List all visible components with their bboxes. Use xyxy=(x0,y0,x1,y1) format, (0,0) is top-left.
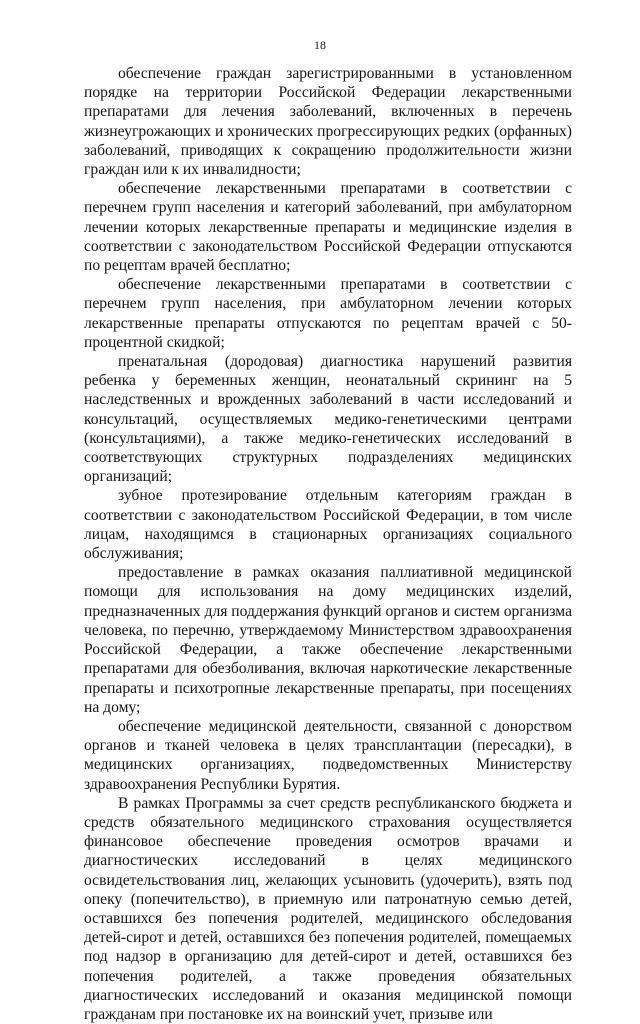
page-number: 18 xyxy=(314,38,326,52)
paragraph-program-financing: В рамках Программы за счет средств республиканского бюджета и средств обязательного медицинского страхования осуществляется финансовое обеспечение проведения осмотров врачами и диагностических исследований в целях медицинского освидетельствования лиц, желающих усыновить (удочерить), взять под опеку (попечительство), в приемную или патронатную семью детей, оставшихся без попечения родителей, медицинского обследования детей-сирот и детей, оставшихся без попечения родителей, помещаемых под надзор в организацию для детей-сирот и детей, оставшихся без попечения родителей, а также проведения обязательных диагностических исследований и оказания медицинской помощи гражданам при постановке их на воинский учет, призыве или xyxy=(84,794,572,1023)
list-item-dental-prosthetics: зубное протезирование отдельным категориям граждан в соответствии с законодательством Российской Федерации, в том числе лицам, находящимся в стационарных организациях социального обслуживания; xyxy=(84,487,572,563)
list-item-organ-donation: обеспечение медицинской деятельности, связанной с донорством органов и тканей человека в целях трансплантации (пересадки), в медицинских организациях, подведомственных Министерству здравоохранения Республики Бурятия. xyxy=(84,717,572,793)
list-item-palliative-care: предоставление в рамках оказания паллиативной медицинской помощи для использования на дому медицинских изделий, предназначенных для поддержания функций органов и систем организма человека, по перечню, утверждаемому Министерством здравоохранения Российской Федерации, а также обеспечение лекарственными препаратами для обезболивания, включая наркотические лекарственные препараты и психотропные лекарственные препараты, при посещениях на дому; xyxy=(84,564,572,716)
list-item-orphan-diseases-drugs: обеспечение граждан зарегистрированными в установленном порядке на территории Российской Федерации лекарственными препаратами для лечения заболеваний, включенных в перечень жизнеугрожающих и хронических прогрессирующих редких (орфанных) заболеваний, приводящих к сокращению продолжительности жизни граждан или к их инвалидности; xyxy=(84,65,572,179)
body-text xyxy=(84,64,572,1024)
list-item-discount-prescription-drugs: обеспечение лекарственными препаратами в соответствии с перечнем групп населения, при амбулаторном лечении которых лекарственные препараты отпускаются по рецептам врачей с 50-процентной скидкой; xyxy=(84,276,572,351)
list-item-prenatal-diagnostics: пренатальная (дородовая) диагностика нарушений развития ребенка у беременных женщин, неонатальный скрининг на 5 наследственных и врожденных заболеваний в части исследований и консультаций, осуществляемых медико-генетическими центрами (консультациями), а также медико-генетических исследований в соответствующих структурных подразделениях медицинских организаций; xyxy=(84,353,572,486)
list-item-free-prescription-drugs: обеспечение лекарственными препаратами в соответствии с перечнем групп населения и категорий заболеваний, при амбулаторном лечении которых лекарственные препараты и медицинские изделия в соответствии с законодательством Российской Федерации отпускаются по рецептам врачей бесплатно; xyxy=(84,180,572,275)
